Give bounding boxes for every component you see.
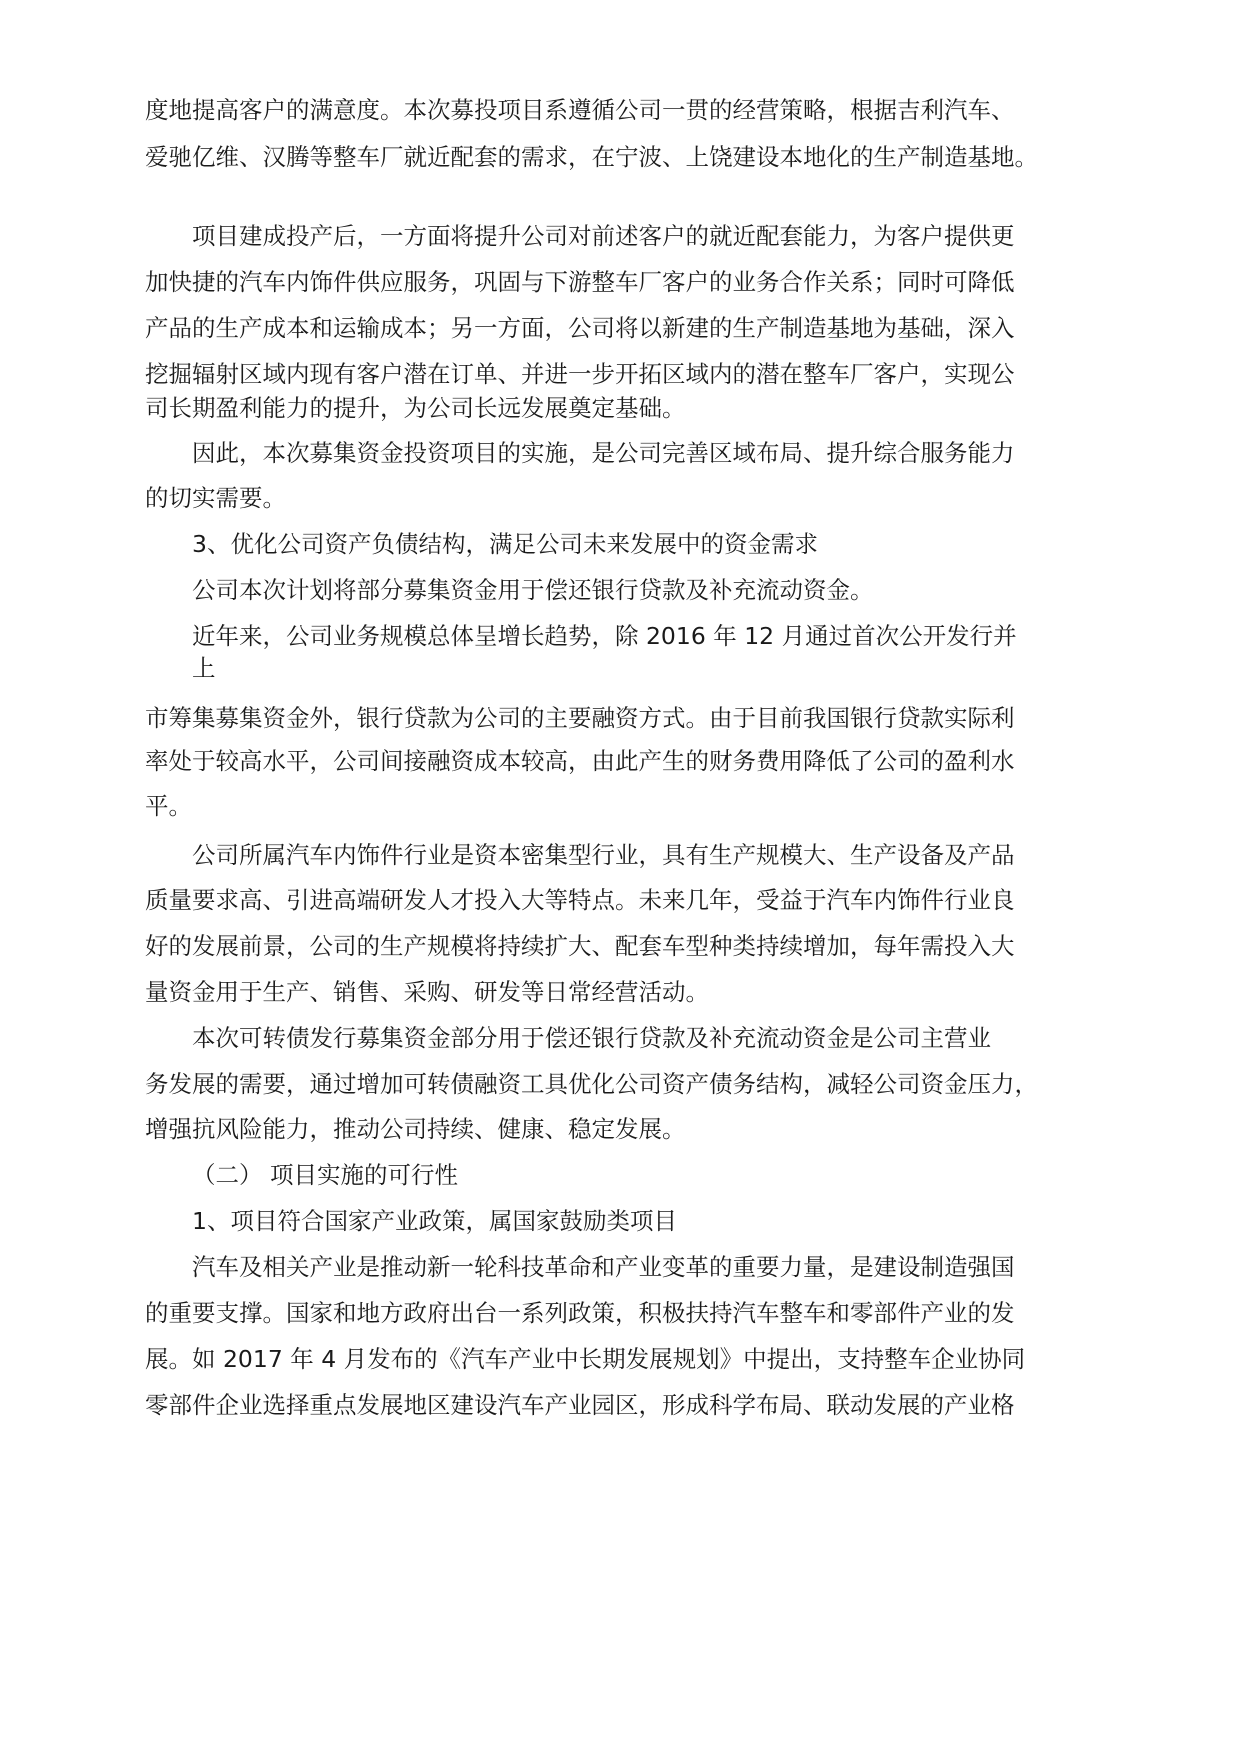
paragraph-line: 的切实需要。 — [145, 484, 286, 512]
section-heading: 1、项目符合国家产业政策，属国家鼓励类项目 — [192, 1207, 677, 1235]
paragraph-line: 质量要求高、引进高端研发人才投入大等特点。未来几年，受益于汽车内饰件行业良 — [145, 886, 1015, 914]
paragraph-line: 本次可转债发行募集资金部分用于偿还银行贷款及补充流动资金是公司主营业 — [192, 1024, 991, 1052]
paragraph-line: 因此，本次募集资金投资项目的实施，是公司完善区域布局、提升综合服务能力 — [192, 439, 1015, 467]
paragraph-line: 零部件企业选择重点发展地区建设汽车产业园区，形成科学布局、联动发展的产业格 — [145, 1391, 1015, 1419]
paragraph-line: 上 — [192, 654, 216, 682]
paragraph-line: 量资金用于生产、销售、采购、研发等日常经营活动。 — [145, 978, 709, 1006]
paragraph-line: 市筹集募集资金外，银行贷款为公司的主要融资方式。由于目前我国银行贷款实际利 — [145, 704, 1015, 732]
paragraph-line: 公司所属汽车内饰件行业是资本密集型行业，具有生产规模大、生产设备及产品 — [192, 841, 1015, 869]
section-heading: 3、优化公司资产负债结构，满足公司未来发展中的资金需求 — [192, 530, 818, 558]
paragraph-line: 度地提高客户的满意度。本次募投项目系遵循公司一贯的经营策略，根据吉利汽车、 — [145, 96, 1015, 124]
paragraph-line: 项目建成投产后，一方面将提升公司对前述客户的就近配套能力，为客户提供更 — [192, 222, 1015, 250]
paragraph-line: 务发展的需要，通过增加可转债融资工具优化公司资产债务结构，减轻公司资金压力， — [145, 1070, 1038, 1098]
section-heading: （二） 项目实施的可行性 — [192, 1161, 458, 1189]
paragraph-line: 加快捷的汽车内饰件供应服务，巩固与下游整车厂客户的业务合作关系；同时可降低 — [145, 268, 1015, 296]
paragraph-line: 展。如 2017 年 4 月发布的《汽车产业中长期发展规划》中提出，支持整车企业协同 — [145, 1345, 1026, 1373]
paragraph-line: 爱驰亿维、汉腾等整车厂就近配套的需求，在宁波、上饶建设本地化的生产制造基地。 — [145, 143, 1038, 171]
paragraph-line: 司长期盈利能力的提升，为公司长远发展奠定基础。 — [145, 394, 686, 422]
paragraph-line: 的重要支撑。国家和地方政府出台一系列政策，积极扶持汽车整车和零部件产业的发 — [145, 1299, 1015, 1327]
paragraph-line: 汽车及相关产业是推动新一轮科技革命和产业变革的重要力量，是建设制造强国 — [192, 1253, 1015, 1281]
paragraph-line: 平。 — [145, 792, 192, 820]
paragraph-line: 产品的生产成本和运输成本；另一方面，公司将以新建的生产制造基地为基础，深入 — [145, 314, 1015, 342]
paragraph-line: 率处于较高水平，公司间接融资成本较高，由此产生的财务费用降低了公司的盈利水 — [145, 747, 1015, 775]
paragraph-line: 近年来，公司业务规模总体呈增长趋势，除 2016 年 12 月通过首次公开发行并 — [192, 622, 1017, 650]
paragraph-line: 公司本次计划将部分募集资金用于偿还银行贷款及补充流动资金。 — [192, 576, 874, 604]
paragraph-line: 增强抗风险能力，推动公司持续、健康、稳定发展。 — [145, 1115, 686, 1143]
paragraph-line: 挖掘辐射区域内现有客户潜在订单、并进一步开拓区域内的潜在整车厂客户，实现公 — [145, 360, 1015, 388]
paragraph-line: 好的发展前景，公司的生产规模将持续扩大、配套车型种类持续增加，每年需投入大 — [145, 932, 1015, 960]
